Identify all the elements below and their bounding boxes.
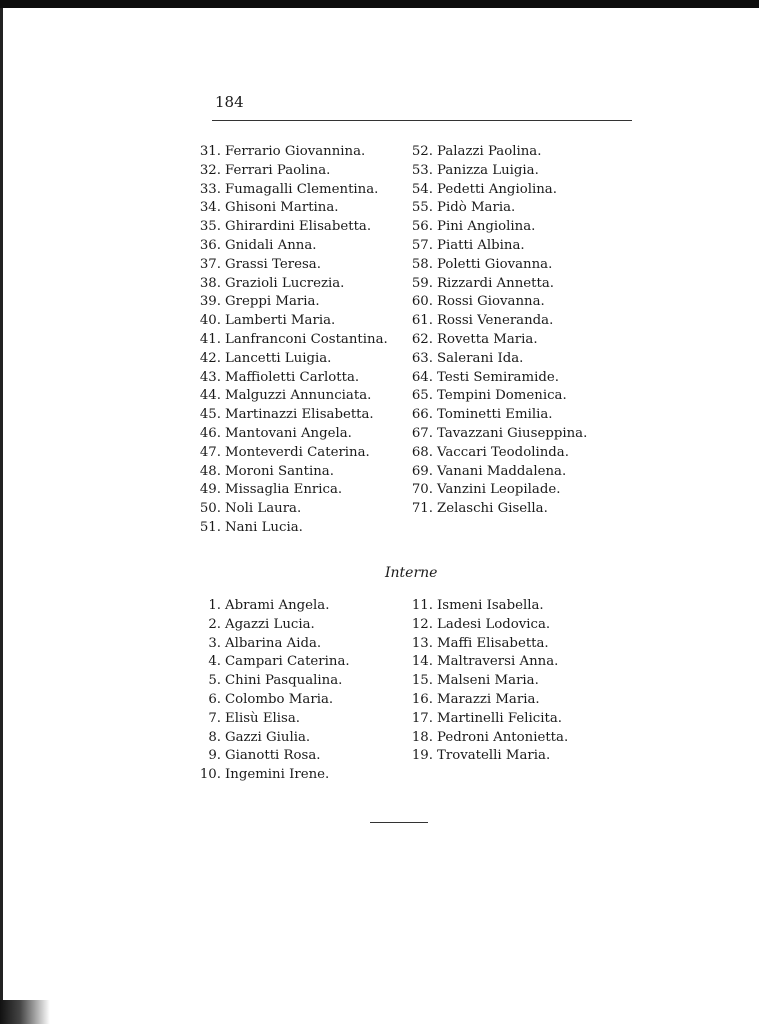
entry-name: Martinazzi Elisabetta.	[225, 407, 374, 423]
entry-name: Mantovani Angela.	[225, 425, 352, 441]
entry-name: Fumagalli Clementina.	[225, 181, 379, 197]
entry-number: 60.	[411, 294, 433, 310]
list-item	[193, 293, 388, 312]
list-item	[193, 237, 388, 256]
list-item	[405, 463, 587, 482]
entry-name: Tempini Domenica.	[437, 388, 567, 404]
entry-name: Martinelli Felicita.	[437, 710, 562, 726]
entry-number: 19.	[411, 748, 433, 764]
list-item	[405, 729, 568, 748]
entry-name: Noli Laura.	[225, 501, 302, 517]
list-item	[405, 481, 587, 500]
entry-name: Gnidali Anna.	[225, 237, 317, 253]
list-item	[193, 406, 388, 425]
entry-number: 57.	[411, 237, 433, 253]
entry-name: Tavazzani Giuseppina.	[437, 425, 588, 441]
entry-name: Rovetta Maria.	[437, 331, 538, 347]
entry-number: 5.	[208, 673, 221, 689]
list-item	[405, 406, 587, 425]
list-item	[193, 766, 350, 785]
list-item	[193, 616, 350, 635]
list-item	[405, 425, 587, 444]
entry-name: Gazzi Giulia.	[225, 729, 311, 745]
entry-number: 35.	[199, 219, 221, 235]
entry-number: 62.	[411, 331, 433, 347]
entry-number: 16.	[411, 691, 433, 707]
interne-list-right	[405, 597, 568, 766]
entry-number: 14.	[411, 654, 433, 670]
entry-number: 11.	[411, 598, 433, 613]
list-item	[405, 747, 568, 766]
list-item	[405, 256, 587, 275]
entry-number: 44.	[199, 388, 221, 404]
entry-name: Chini Pasqualina.	[225, 673, 343, 689]
entry-number: 52.	[411, 144, 433, 159]
entry-number: 55.	[411, 200, 433, 216]
entry-number: 3.	[208, 635, 221, 651]
list-item	[405, 237, 587, 256]
list-item	[193, 635, 350, 654]
list-item	[405, 181, 587, 200]
closing-rule	[370, 822, 428, 823]
entry-name: Malseni Maria.	[437, 673, 539, 689]
list-item	[405, 312, 587, 331]
entry-name: Agazzi Lucia.	[225, 616, 315, 632]
entry-number: 10.	[199, 767, 221, 783]
section-heading: Interne	[385, 565, 438, 581]
entry-name: Lancetti Luigia.	[225, 350, 332, 366]
list-item	[405, 275, 587, 294]
entry-number: 13.	[411, 635, 433, 651]
entry-name: Ingemini Irene.	[225, 767, 330, 783]
list-item	[193, 181, 388, 200]
list-item	[405, 143, 587, 162]
entry-name: Lanfranconi Costantina.	[225, 331, 388, 347]
list-item	[193, 256, 388, 275]
header-rule	[212, 120, 632, 121]
entry-name: Ladesi Lodovica.	[437, 616, 551, 632]
list-item	[405, 293, 587, 312]
entry-name: Abrami Angela.	[225, 598, 330, 613]
entry-name: Piatti Albina.	[437, 237, 525, 253]
entry-name: Pidò Maria.	[437, 200, 516, 216]
entry-name: Nani Lucia.	[225, 519, 303, 535]
list-item	[193, 275, 388, 294]
entry-name: Ferrari Paolina.	[225, 162, 331, 178]
entry-number: 48.	[199, 463, 221, 479]
entry-name: Ghirardini Elisabetta.	[225, 219, 372, 235]
list-item	[193, 369, 388, 388]
entry-number: 71.	[411, 501, 433, 517]
list-item	[405, 387, 587, 406]
scan-left-edge	[0, 8, 3, 1024]
entry-number: 47.	[199, 444, 221, 460]
entry-name: Zelaschi Gisella.	[437, 501, 548, 517]
name-list-left	[193, 143, 388, 538]
list-item	[193, 162, 388, 181]
entry-number: 61.	[411, 313, 433, 329]
entry-number: 17.	[411, 710, 433, 726]
page-number: 184	[215, 93, 244, 111]
entry-name: Ferrario Giovannina.	[225, 144, 366, 159]
list-item	[193, 350, 388, 369]
entry-name: Greppi Maria.	[225, 294, 320, 310]
list-item	[193, 597, 350, 616]
entry-name: Moroni Santina.	[225, 463, 334, 479]
entry-number: 38.	[199, 275, 221, 291]
entry-number: 67.	[411, 425, 433, 441]
list-item	[405, 350, 587, 369]
list-item	[193, 425, 388, 444]
entry-name: Monteverdi Caterina.	[225, 444, 370, 460]
entry-name: Gianotti Rosa.	[225, 748, 321, 764]
entry-number: 2.	[208, 616, 221, 632]
entry-number: 31.	[199, 144, 221, 159]
entry-name: Rizzardi Annetta.	[437, 275, 554, 291]
list-item	[193, 481, 388, 500]
entry-name: Elisù Elisa.	[225, 710, 301, 726]
entry-name: Grazioli Lucrezia.	[225, 275, 345, 291]
entry-number: 70.	[411, 482, 433, 498]
list-item	[193, 691, 350, 710]
entry-number: 41.	[199, 331, 221, 347]
entry-name: Vaccari Teodolinda.	[437, 444, 569, 460]
list-item	[193, 747, 350, 766]
entry-name: Pedroni Antonietta.	[437, 729, 569, 745]
entry-name: Pedetti Angiolina.	[437, 181, 557, 197]
list-item	[193, 331, 388, 350]
entry-number: 8.	[208, 729, 221, 745]
entry-name: Vanani Maddalena.	[437, 463, 567, 479]
list-item	[405, 369, 587, 388]
list-item	[193, 519, 388, 538]
entry-number: 51.	[199, 519, 221, 535]
entry-number: 66.	[411, 407, 433, 423]
entry-number: 9.	[208, 748, 221, 764]
list-item	[193, 218, 388, 237]
list-item	[405, 691, 568, 710]
entry-number: 63.	[411, 350, 433, 366]
entry-name: Rossi Giovanna.	[437, 294, 545, 310]
entry-number: 42.	[199, 350, 221, 366]
entry-number: 45.	[199, 407, 221, 423]
entry-number: 53.	[411, 162, 433, 178]
list-item	[193, 729, 350, 748]
entry-number: 37.	[199, 256, 221, 272]
list-item	[193, 312, 388, 331]
list-item	[405, 653, 568, 672]
list-item	[193, 199, 388, 218]
entry-number: 46.	[199, 425, 221, 441]
entry-name: Maffioletti Carlotta.	[225, 369, 360, 385]
list-item	[405, 635, 568, 654]
list-item	[193, 463, 388, 482]
entry-number: 68.	[411, 444, 433, 460]
entry-name: Albarina Aida.	[225, 635, 322, 651]
entry-number: 50.	[199, 501, 221, 517]
list-item	[405, 444, 587, 463]
entry-number: 18.	[411, 729, 433, 745]
list-item	[193, 500, 388, 519]
entry-number: 4.	[208, 654, 221, 670]
entry-name: Rossi Veneranda.	[437, 313, 554, 329]
list-item	[193, 710, 350, 729]
entry-name: Maffi Elisabetta.	[437, 635, 549, 651]
entry-name: Salerani Ida.	[437, 350, 524, 366]
entry-number: 69.	[411, 463, 433, 479]
entry-number: 36.	[199, 237, 221, 253]
list-item	[193, 444, 388, 463]
entry-name: Vanzini Leopilade.	[437, 482, 561, 498]
entry-number: 49.	[199, 482, 221, 498]
entry-number: 6.	[208, 691, 221, 707]
entry-name: Colombo Maria.	[225, 691, 334, 707]
entry-number: 59.	[411, 275, 433, 291]
entry-number: 65.	[411, 388, 433, 404]
entry-number: 33.	[199, 181, 221, 197]
scan-top-border	[0, 0, 759, 8]
list-item	[405, 331, 587, 350]
entry-name: Trovatelli Maria.	[437, 748, 551, 764]
entry-number: 15.	[411, 673, 433, 689]
entry-number: 32.	[199, 162, 221, 178]
entry-name: Panizza Luigia.	[437, 162, 539, 178]
entry-name: Tominetti Emilia.	[437, 407, 553, 423]
list-item	[405, 616, 568, 635]
list-item	[405, 500, 587, 519]
entry-number: 43.	[199, 369, 221, 385]
scan-corner-shadow	[0, 1000, 50, 1024]
entry-name: Poletti Giovanna.	[437, 256, 553, 272]
interne-list-left	[193, 597, 350, 785]
entry-name: Pini Angiolina.	[437, 219, 536, 235]
list-item	[405, 162, 587, 181]
entry-name: Campari Caterina.	[225, 654, 350, 670]
list-item	[193, 653, 350, 672]
list-item	[193, 387, 388, 406]
entry-number: 56.	[411, 219, 433, 235]
entry-number: 39.	[199, 294, 221, 310]
entry-name: Ghisoni Martina.	[225, 200, 339, 216]
entry-name: Ismeni Isabella.	[437, 598, 544, 613]
entry-number: 7.	[208, 710, 221, 726]
entry-name: Lamberti Maria.	[225, 313, 336, 329]
list-item	[405, 597, 568, 616]
entry-number: 54.	[411, 181, 433, 197]
entry-name: Testi Semiramide.	[437, 369, 559, 385]
entry-name: Missaglia Enrica.	[225, 482, 343, 498]
name-list-right	[405, 143, 587, 519]
list-item	[405, 710, 568, 729]
entry-number: 34.	[199, 200, 221, 216]
entry-number: 40.	[199, 313, 221, 329]
entry-name: Palazzi Paolina.	[437, 144, 542, 159]
list-item	[405, 199, 587, 218]
entry-name: Maltraversi Anna.	[437, 654, 559, 670]
entry-name: Marazzi Maria.	[437, 691, 540, 707]
entry-name: Grassi Teresa.	[225, 256, 321, 272]
entry-number: 1.	[208, 598, 221, 613]
list-item	[405, 672, 568, 691]
entry-number: 64.	[411, 369, 433, 385]
list-item	[193, 672, 350, 691]
entry-name: Malguzzi Annunciata.	[225, 388, 372, 404]
list-item	[405, 218, 587, 237]
entry-number: 58.	[411, 256, 433, 272]
entry-number: 12.	[411, 616, 433, 632]
list-item	[193, 143, 388, 162]
